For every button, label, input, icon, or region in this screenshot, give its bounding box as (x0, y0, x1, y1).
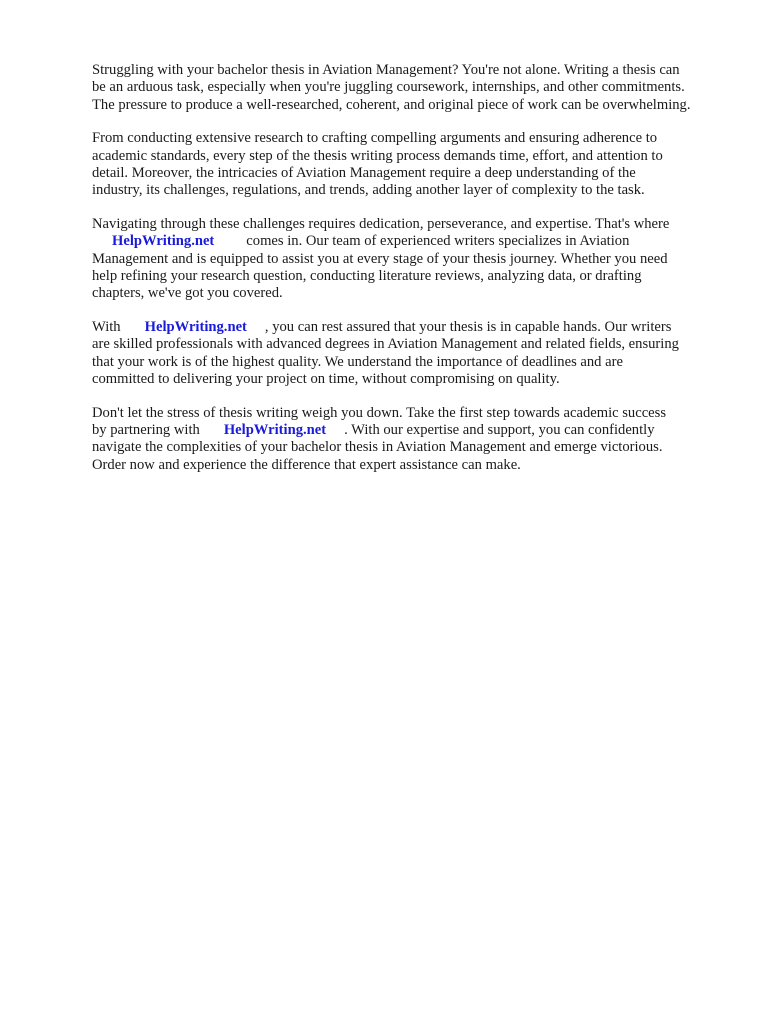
text-line: academic standards, every step of the thesis writing process demands time, effort, and attention to (92, 147, 663, 164)
text-line (92, 233, 742, 250)
document-body (92, 62, 742, 490)
text-line: From conducting extensive research to crafting compelling arguments and ensuring adherence to (92, 130, 658, 147)
paragraph-navigating (92, 216, 742, 303)
paragraph-research (92, 130, 742, 200)
text-line: committed to delivering your project on time, without compromising on quality. (92, 371, 560, 388)
text-line: Navigating through these challenges requires dedication, perseverance, and expertise. That's where (92, 215, 670, 232)
text-line: help refining your research question, conducting literature reviews, analyzing data, or drafting (92, 268, 642, 285)
text-segment: by partnering with (92, 421, 200, 438)
text-segment: . With our expertise and support, you can confidently (344, 421, 655, 438)
paragraph-with (92, 319, 742, 389)
text-line: Order now and experience the difference that expert assistance can make. (92, 456, 521, 473)
text-line: Management and is equipped to assist you at every stage of your thesis journey. Whether you need (92, 250, 668, 267)
paragraph-intro (92, 62, 742, 114)
helpwriting-link[interactable]: HelpWriting.net (223, 421, 327, 438)
text-line (92, 319, 742, 336)
text-line: navigate the complexities of your bachelor thesis in Aviation Management and emerge victorious. (92, 439, 663, 456)
text-line: detail. Moreover, the intricacies of Aviation Management require a deep understanding of the (92, 165, 636, 182)
helpwriting-link[interactable]: HelpWriting.net (144, 318, 247, 335)
text-line: industry, its challenges, regulations, and trends, adding another layer of complexity to the task. (92, 182, 645, 199)
text-line: The pressure to produce a well-researched, coherent, and original piece of work can be overwhelming. (92, 96, 691, 113)
text-line (92, 422, 742, 439)
text-line: Don't let the stress of thesis writing weigh you down. Take the first step towards academic success (92, 404, 667, 421)
text-segment: , you can rest assured that your thesis is in capable hands. Our writers (264, 318, 672, 335)
paragraph-closing (92, 405, 742, 475)
text-line: Struggling with your bachelor thesis in Aviation Management? You're not alone. Writing a thesis can (92, 62, 680, 78)
text-line: that your work is of the highest quality. We understand the importance of deadlines and are (92, 353, 623, 370)
text-line: chapters, we've got you covered. (92, 285, 283, 302)
text-line: are skilled professionals with advanced degrees in Aviation Management and related fields, ensuring (92, 336, 679, 353)
helpwriting-link[interactable]: HelpWriting.net (112, 233, 215, 250)
text-line: be an arduous task, especially when you're juggling coursework, internships, and other commitments. (92, 79, 685, 96)
text-segment: comes in. Our team of experienced writers specializes in Aviation (246, 233, 630, 250)
text-segment: With (92, 318, 121, 335)
